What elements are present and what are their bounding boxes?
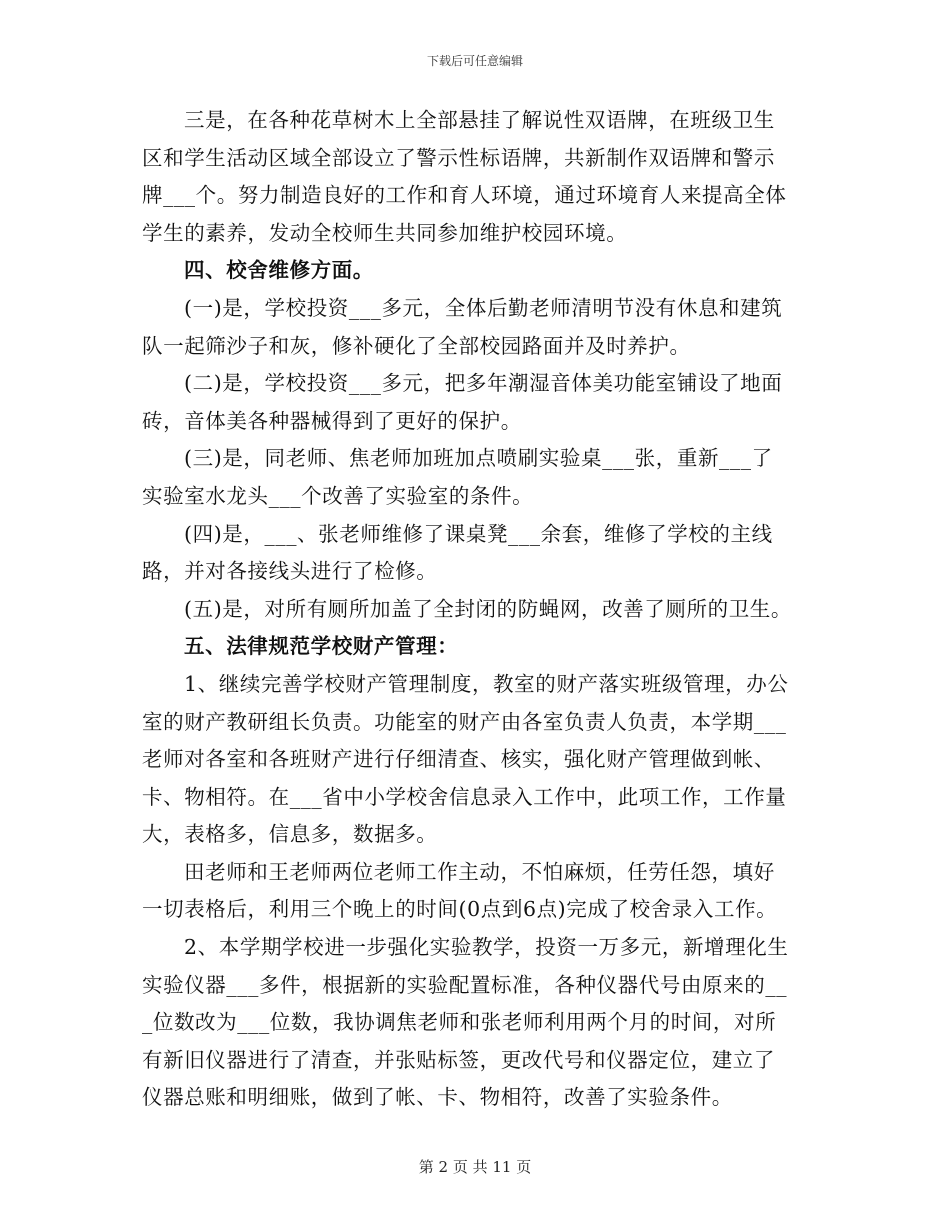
text-line: 老师对各室和各班财产进行仔细清查、核实，强化财产管理做到帐、 bbox=[142, 747, 775, 772]
text-line: 2、本学期学校进一步强化实验教学，投资一万多元，新增理化生 bbox=[184, 935, 789, 960]
text-line: 有新旧仪器进行了清查，并张贴标签，更改代号和仪器定位，建立了 bbox=[142, 1047, 775, 1072]
text-line: 三是，在各种花草树木上全部悬挂了解说性双语牌，在班级卫生 bbox=[184, 108, 775, 132]
text-line: 砖，音体美各种器械得到了更好的保护。 bbox=[142, 408, 522, 433]
text-line: 实验仪器___多件，根据新的实验配置标准，各种仪器代号由原来的__ bbox=[142, 972, 788, 997]
page-header: 下载后可任意编辑 bbox=[426, 54, 523, 68]
text-line: 1、继续完善学校财产管理制度，教室的财产落实班级管理，办公 bbox=[184, 671, 789, 696]
text-line: _位数改为___位数，我协调焦老师和张老师利用两个月的时间，对所 bbox=[142, 1010, 777, 1035]
text-line: 区和学生活动区域全部设立了警示性标语牌，共新制作双语牌和警示 bbox=[142, 145, 775, 170]
text-line: (一)是，学校投资___多元，全体后勤老师清明节没有休息和建筑 bbox=[184, 295, 783, 320]
text-line: 大，表格多，信息多，数据多。 bbox=[142, 822, 438, 847]
text-line: 牌___个。努力制造良好的工作和育人环境，通过环境育人来提高全体 bbox=[142, 183, 787, 208]
page-footer: 第 2 页 共 11 页 bbox=[418, 1158, 532, 1176]
text-line: 室的财产教研组长负责。功能室的财产由各室负责人负责，本学期___ bbox=[142, 709, 787, 734]
text-line: 田老师和王老师两位老师工作主动，不怕麻烦，任劳任怨，填好 bbox=[184, 859, 775, 884]
text-line: (二)是，学校投资___多元，把多年潮湿音体美功能室铺设了地面 bbox=[184, 371, 783, 396]
text-line: 路，并对各接线头进行了检修。 bbox=[142, 559, 438, 584]
section-heading: 四、校舍维修方面。 bbox=[184, 258, 374, 283]
text-line: (五)是，对所有厕所加盖了全封闭的防蝇网，改善了厕所的卫生。 bbox=[184, 596, 792, 621]
text-line: 实验室水龙头___个改善了实验室的条件。 bbox=[142, 483, 534, 508]
section-heading: 五、法律规范学校财产管理： bbox=[184, 634, 459, 659]
text-line: 仪器总账和明细账，做到了帐、卡、物相符，改善了实验条件。 bbox=[142, 1085, 733, 1110]
text-line: (三)是，同老师、焦老师加班加点喷刷实验桌___张，重新___了 bbox=[184, 446, 773, 471]
text-line: 一切表格后，利用三个晚上的时间(0点到6点)完成了校舍录入工作。 bbox=[142, 897, 778, 922]
text-line: 队一起筛沙子和灰，修补硬化了全部校园路面并及时养护。 bbox=[142, 333, 691, 358]
text-line: 卡、物相符。在___省中小学校舍信息录入工作中，此项工作，工作量 bbox=[142, 784, 787, 809]
document-body bbox=[142, 102, 810, 1117]
text-line: 学生的素养，发动全校师生共同参加维护校园环境。 bbox=[142, 220, 628, 245]
text-line: (四)是，___、张老师维修了课桌凳___余套，维修了学校的主线 bbox=[184, 521, 773, 546]
